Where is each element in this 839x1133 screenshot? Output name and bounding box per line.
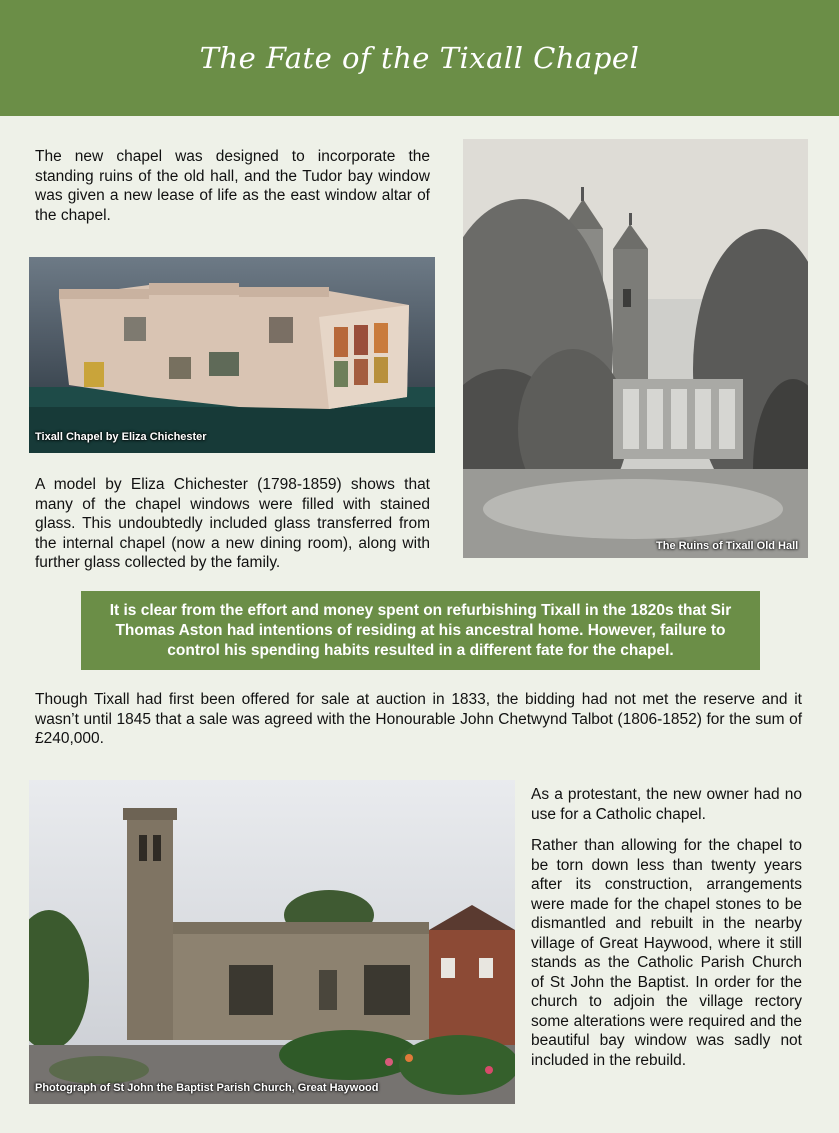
title-banner <box>0 0 839 116</box>
intro-paragraph: The new chapel was designed to incorporate the standing ruins of the old hall, and the Tudor bay window was given a new lease of life as the east window altar of the chapel. <box>35 148 430 224</box>
page-title: The Fate of the Tixall Chapel <box>199 41 640 75</box>
church-illustration <box>29 780 515 1104</box>
model-photo-caption: Tixall Chapel by Eliza Chichester <box>35 431 207 443</box>
ruins-photo-caption: The Ruins of Tixall Old Hall <box>656 540 799 552</box>
chapel-model-photo <box>29 257 435 453</box>
church-photo <box>29 780 515 1104</box>
ruins-engraving-photo <box>463 139 808 558</box>
sale-paragraph: Though Tixall had first been offered for sale at auction in 1833, the bidding had not met the reserve and it wasn’t until 1845 that a sale was agreed with the Honourable John Chetwynd Talbot (1806-1852) for the sum of £240,000. <box>35 691 802 747</box>
callout-box: It is clear from the effort and money spent on refurbishing Tixall in the 1820s that Sir Thomas Aston had intentions of residing at his ancestral home. However, failure to control his spending habits resulted in a different fate for the chapel. <box>81 591 760 670</box>
church-photo-caption: Photograph of St John the Baptist Parish Church, Great Haywood <box>35 1082 379 1094</box>
rebuild-paragraph: Rather than allowing for the chapel to be torn down less than twenty years after its construction, arrangements were made for the chapel stones to be dismantled and rebuilt in the nearby village of Great Haywood, where it still stands as the Catholic Parish Church of St John the Baptist. In order for the church to adjoin the village rectory some alterations were required and the beautiful bay window was sadly not included in the rebuild. <box>531 837 802 1069</box>
protestant-paragraph: As a protestant, the new owner had no use for a Catholic chapel. <box>531 786 802 823</box>
chapel-model-illustration <box>29 257 435 453</box>
model-paragraph: A model by Eliza Chichester (1798-1859) shows that many of the chapel windows were filled with stained glass. This undoubtedly included glass transferred from the internal chapel (now a new dining room), along with further glass collected by the family. <box>35 476 430 571</box>
ruins-engraving-illustration <box>463 139 808 558</box>
